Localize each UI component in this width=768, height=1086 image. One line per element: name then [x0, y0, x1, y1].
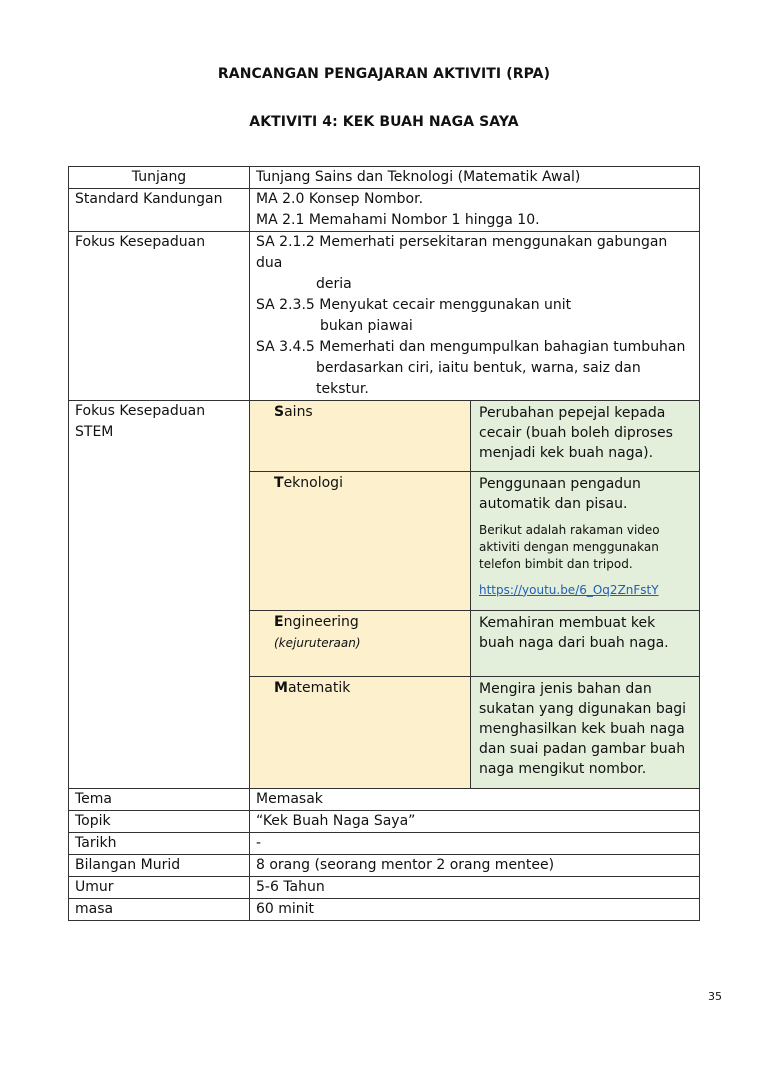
stem-matematik-label	[250, 676, 471, 788]
rpa-table	[68, 166, 700, 921]
stem-word: eknologi	[283, 474, 343, 491]
fokus-line: SA 3.4.5 Memerhati dan mengumpulkan bahagian tumbuhan	[256, 339, 686, 355]
row-bilangan-murid	[69, 855, 700, 877]
tema-value: Memasak	[250, 789, 700, 811]
standard-line: MA 2.1 Memahami Nombor 1 hingga 10.	[256, 212, 540, 228]
stem-initial: E	[274, 613, 284, 630]
stem-initial: M	[274, 679, 288, 696]
tunjang-label: Tunjang	[69, 167, 250, 189]
standard-line: MA 2.0 Konsep Nombor.	[256, 191, 424, 207]
row-fokus-kesepaduan	[69, 232, 700, 401]
fokus-value	[250, 232, 700, 401]
stem-table	[250, 401, 699, 788]
bilangan-value: 8 orang (seorang mentor 2 orang mentee)	[250, 855, 700, 877]
bilangan-label: Bilangan Murid	[69, 855, 250, 877]
row-tarikh	[69, 833, 700, 855]
stem-word: ngineering	[283, 613, 359, 630]
stem-word: atematik	[287, 679, 351, 696]
video-note: Berikut adalah rakaman video aktiviti dengan menggunakan telefon bimbit dan tripod.	[479, 522, 660, 571]
stem-label-line: Fokus Kesepaduan	[75, 403, 206, 419]
fokus-line: deria	[316, 276, 352, 292]
fokus-label: Fokus Kesepaduan	[69, 232, 250, 401]
stem-row-matematik	[250, 676, 699, 788]
document-title: RANCANGAN PENGAJARAN AKTIVITI (RPA)	[217, 66, 551, 82]
umur-value: 5-6 Tahun	[250, 877, 700, 899]
stem-matematik-desc: Mengira jenis bahan dan sukatan yang digunakan bagi menghasilkan kek buah naga dan suai padan gambar buah naga mengikut nombor.	[471, 676, 700, 788]
tarikh-value: -	[250, 833, 700, 855]
fokus-line: SA 2.1.2 Memerhati persekitaran menggunakan gabungan dua	[256, 234, 668, 271]
topik-label: Topik	[69, 811, 250, 833]
engineering-subtitle: (kejuruteraan)	[274, 635, 361, 650]
stem-row-teknologi	[250, 471, 699, 610]
stem-label	[69, 401, 250, 789]
standard-value	[250, 189, 700, 232]
tunjang-value: Tunjang Sains dan Teknologi (Matematik Awal)	[250, 167, 700, 189]
row-tunjang	[69, 167, 700, 189]
stem-table-cell	[250, 401, 700, 789]
tema-label: Tema	[69, 789, 250, 811]
fokus-line: berdasarkan ciri, iaitu bentuk, warna, saiz dan tekstur.	[316, 360, 641, 397]
stem-sains-label	[250, 401, 471, 471]
video-link[interactable]: https://youtu.be/6_Oq2ZnFstY	[479, 582, 659, 597]
tarikh-label: Tarikh	[69, 833, 250, 855]
fokus-line: SA 2.3.5 Menyukat cecair menggunakan unit	[256, 297, 572, 313]
masa-value: 60 minit	[250, 899, 700, 921]
row-standard-kandungan	[69, 189, 700, 232]
stem-row-sains	[250, 401, 699, 471]
umur-label: Umur	[69, 877, 250, 899]
masa-label: masa	[69, 899, 250, 921]
stem-teknologi-desc	[471, 471, 700, 610]
stem-word: ains	[284, 404, 313, 420]
fokus-line: bukan piawai	[320, 318, 413, 334]
stem-row-engineering	[250, 610, 699, 676]
row-umur	[69, 877, 700, 899]
stem-initial: T	[274, 474, 284, 491]
teknologi-desc-text: Penggunaan pengadun automatik dan pisau.	[479, 475, 641, 512]
stem-sains-desc: Perubahan pepejal kepada cecair (buah boleh diproses menjadi kek buah naga).	[471, 401, 700, 471]
row-tema	[69, 789, 700, 811]
stem-initial: S	[274, 404, 285, 420]
stem-label-line: STEM	[75, 424, 114, 440]
row-masa	[69, 899, 700, 921]
row-topik	[69, 811, 700, 833]
page-number: 35	[708, 990, 722, 1003]
stem-engineering-desc: Kemahiran membuat kek buah naga dari buah naga.	[471, 610, 700, 676]
stem-engineering-label	[250, 610, 471, 676]
row-fokus-stem	[69, 401, 700, 789]
stem-teknologi-label	[250, 471, 471, 610]
topik-value: “Kek Buah Naga Saya”	[250, 811, 700, 833]
standard-label: Standard Kandungan	[69, 189, 250, 232]
activity-title: AKTIVITI 4: KEK BUAH NAGA SAYA	[249, 114, 519, 130]
